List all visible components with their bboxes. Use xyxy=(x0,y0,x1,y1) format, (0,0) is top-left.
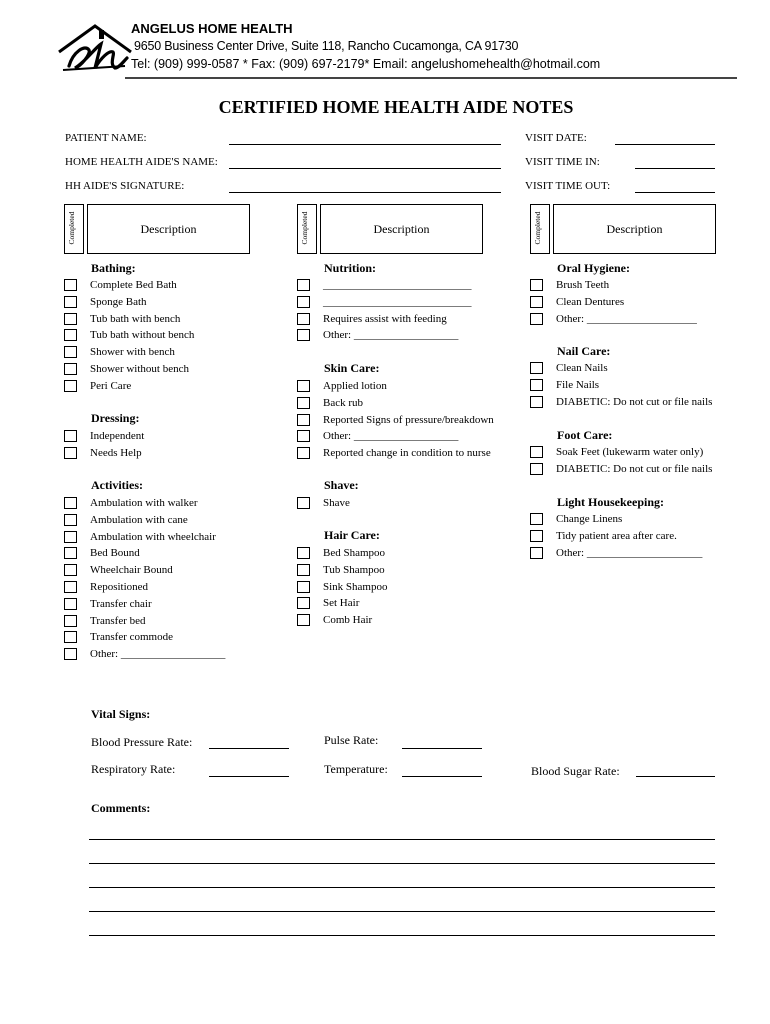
aide-signature-label: HH AIDE'S SIGNATURE: xyxy=(65,180,185,192)
hair-care-item-label: Tub Shampoo xyxy=(323,563,385,576)
bathing-item-label: Sponge Bath xyxy=(90,295,147,308)
activities-item-label: Repositioned xyxy=(90,581,149,593)
comments-title: Comments: xyxy=(91,801,151,815)
visit-time-out-label: VISIT TIME OUT: xyxy=(525,180,611,192)
temperature-label: Temperature: xyxy=(324,762,388,776)
foot-care-title: Foot Care: xyxy=(557,428,613,442)
light-housekeeping-checkbox[interactable] xyxy=(530,513,543,525)
aide-name-field[interactable] xyxy=(229,168,501,169)
comment-line-3[interactable] xyxy=(89,887,715,888)
activities-item-label: Ambulation with walker xyxy=(90,497,198,509)
nail-care-checkbox[interactable] xyxy=(530,379,543,391)
activities-item-label: Other: ___________________ xyxy=(90,648,226,661)
patient-name-field[interactable] xyxy=(229,144,501,145)
comment-line-4[interactable] xyxy=(89,911,715,912)
visit-time-in-label: VISIT TIME IN: xyxy=(525,156,600,168)
activities-checkbox[interactable] xyxy=(64,648,77,660)
skin-care-checkbox[interactable] xyxy=(297,447,310,459)
visit-date-field[interactable] xyxy=(615,144,715,145)
light-housekeeping-checkbox[interactable] xyxy=(530,547,543,559)
hair-care-item-label: Comb Hair xyxy=(323,614,373,627)
nail-care-checkbox[interactable] xyxy=(530,362,543,374)
completed-header-2: Completed xyxy=(300,211,309,245)
bathing-item-label: Tub bath without bench xyxy=(90,329,195,342)
skin-care-checkbox[interactable] xyxy=(297,397,310,409)
activities-checkbox[interactable] xyxy=(64,531,77,543)
respiratory-label: Respiratory Rate: xyxy=(91,762,176,776)
shave-title: Shave: xyxy=(324,478,359,492)
hair-care-checkbox[interactable] xyxy=(297,614,310,626)
light-housekeeping-title: Light Housekeeping: xyxy=(557,495,665,509)
bathing-item-label: Peri Care xyxy=(90,379,132,392)
completed-header-3: Completed xyxy=(533,211,542,245)
blood-sugar-label: Blood Sugar Rate: xyxy=(531,764,620,778)
nail-care-item-label: File Nails xyxy=(556,378,600,391)
comment-line-1[interactable] xyxy=(89,839,715,840)
bathing-checkbox[interactable] xyxy=(64,279,77,291)
header-rule xyxy=(125,77,737,79)
activities-checkbox[interactable] xyxy=(64,497,77,509)
blood-pressure-field[interactable] xyxy=(209,748,289,749)
activities-item-label: Transfer bed xyxy=(90,614,146,627)
skin-care-item-label: Reported Signs of pressure/breakdown xyxy=(323,413,494,426)
nutrition-checkbox[interactable] xyxy=(297,329,310,341)
aide-name-label: HOME HEALTH AIDE'S NAME: xyxy=(65,156,218,168)
nutrition-item-label: ___________________________ xyxy=(323,279,472,291)
vital-signs-title: Vital Signs: xyxy=(91,707,151,721)
nail-care-item-label: DIABETIC: Do not cut or file nails xyxy=(556,395,713,408)
hair-care-checkbox[interactable] xyxy=(297,581,310,593)
company-logo xyxy=(55,22,135,74)
activities-checkbox[interactable] xyxy=(64,547,77,559)
skin-care-checkbox[interactable] xyxy=(297,414,310,426)
activities-checkbox[interactable] xyxy=(64,514,77,526)
company-name: ANGELUS HOME HEALTH xyxy=(131,21,293,36)
respiratory-field[interactable] xyxy=(209,776,289,777)
nutrition-checkbox[interactable] xyxy=(297,296,310,308)
nail-care-item-label: Clean Nails xyxy=(556,362,608,374)
activities-checkbox[interactable] xyxy=(64,615,77,627)
foot-care-item-label: Soak Feet (lukewarm water only) xyxy=(556,446,704,458)
company-address: 9650 Business Center Drive, Suite 118, Rancho Cucamonga, CA 91730 xyxy=(134,39,519,53)
light-housekeeping-item-label: Change Linens xyxy=(556,513,623,525)
bathing-checkbox[interactable] xyxy=(64,346,77,358)
nail-care-title: Nail Care: xyxy=(557,344,611,358)
bathing-title: Bathing: xyxy=(91,261,136,275)
bathing-item-label: Tub bath with bench xyxy=(90,312,181,325)
hair-care-item-label: Set Hair xyxy=(323,597,360,610)
bathing-checkbox[interactable] xyxy=(64,380,77,392)
oral-hygiene-title: Oral Hygiene: xyxy=(557,261,630,275)
nutrition-item-label: Requires assist with feeding xyxy=(323,312,447,325)
blood-pressure-label: Blood Pressure Rate: xyxy=(91,735,193,749)
bathing-checkbox[interactable] xyxy=(64,313,77,325)
foot-care-checkbox[interactable] xyxy=(530,446,543,458)
nutrition-item-label: ___________________________ xyxy=(323,295,472,308)
foot-care-item-label: DIABETIC: Do not cut or file nails xyxy=(556,462,713,475)
activities-item-label: Ambulation with cane xyxy=(90,513,188,526)
visit-time-out-field[interactable] xyxy=(635,192,715,193)
light-housekeeping-checkbox[interactable] xyxy=(530,530,543,542)
nutrition-checkbox[interactable] xyxy=(297,279,310,291)
dressing-title: Dressing: xyxy=(91,411,140,425)
nutrition-checkbox[interactable] xyxy=(297,313,310,325)
activities-item-label: Transfer commode xyxy=(90,631,173,644)
hair-care-title: Hair Care: xyxy=(324,528,380,542)
bathing-item-label: Shower with bench xyxy=(90,346,175,359)
pulse-label: Pulse Rate: xyxy=(324,733,379,747)
shave-item-label: Shave xyxy=(323,497,350,509)
nutrition-item-label: Other: ___________________ xyxy=(323,329,459,342)
dressing-item-label: Independent xyxy=(90,430,145,442)
skin-care-item-label: Other: ___________________ xyxy=(323,430,459,443)
oral-hygiene-checkbox[interactable] xyxy=(530,279,543,291)
blood-sugar-field[interactable] xyxy=(636,776,715,777)
hair-care-item-label: Bed Shampoo xyxy=(323,547,386,559)
skin-care-checkbox[interactable] xyxy=(297,430,310,442)
dressing-item-label: Needs Help xyxy=(90,446,142,459)
dressing-checkbox[interactable] xyxy=(64,430,77,442)
skin-care-title: Skin Care: xyxy=(324,361,380,375)
shave-checkbox[interactable] xyxy=(297,497,310,509)
skin-care-item-label: Back rub xyxy=(323,396,364,409)
hair-care-item-label: Sink Shampoo xyxy=(323,580,388,593)
description-header-3: Description xyxy=(606,222,663,236)
activities-item-label: Ambulation with wheelchair xyxy=(90,530,216,543)
activities-item-label: Bed Bound xyxy=(90,547,140,560)
comment-line-5[interactable] xyxy=(89,935,715,936)
hair-care-checkbox[interactable] xyxy=(297,547,310,559)
skin-care-item-label: Applied lotion xyxy=(323,380,387,392)
oral-hygiene-checkbox[interactable] xyxy=(530,296,543,308)
description-header-2: Description xyxy=(373,222,430,236)
oral-hygiene-item-label: Other: ____________________ xyxy=(556,312,697,325)
nail-care-checkbox[interactable] xyxy=(530,396,543,408)
bathing-checkbox[interactable] xyxy=(64,329,77,341)
hair-care-checkbox[interactable] xyxy=(297,564,310,576)
completed-header-1: Completed xyxy=(67,211,76,245)
company-contact: Tel: (909) 999-0587 * Fax: (909) 697-2179* Email: angelushomehealth@hotmail.com xyxy=(131,57,601,71)
visit-date-label: VISIT DATE: xyxy=(525,132,587,144)
light-housekeeping-item-label: Tidy patient area after care. xyxy=(556,529,677,542)
aide-signature-field[interactable] xyxy=(229,192,501,193)
oral-hygiene-checkbox[interactable] xyxy=(530,313,543,325)
activities-checkbox[interactable] xyxy=(64,564,77,576)
temperature-field[interactable] xyxy=(402,776,482,777)
activities-checkbox[interactable] xyxy=(64,581,77,593)
activities-item-label: Transfer chair xyxy=(90,597,152,610)
skin-care-checkbox[interactable] xyxy=(297,380,310,392)
hair-care-checkbox[interactable] xyxy=(297,597,310,609)
house-monogram-logo-icon xyxy=(55,22,135,74)
visit-time-in-field[interactable] xyxy=(635,168,715,169)
activities-checkbox[interactable] xyxy=(64,631,77,643)
oral-hygiene-item-label: Clean Dentures xyxy=(556,295,625,308)
description-header-1: Description xyxy=(140,222,197,236)
skin-care-item-label: Reported change in condition to nurse xyxy=(323,447,491,460)
oral-hygiene-item-label: Brush Teeth xyxy=(556,279,610,291)
foot-care-checkbox[interactable] xyxy=(530,463,543,475)
activities-item-label: Wheelchair Bound xyxy=(90,564,173,577)
light-housekeeping-item-label: Other: _____________________ xyxy=(556,546,703,559)
activities-checkbox[interactable] xyxy=(64,598,77,610)
page-title: CERTIFIED HOME HEALTH AIDE NOTES xyxy=(218,97,574,117)
patient-name-label: PATIENT NAME: xyxy=(65,132,147,144)
nutrition-title: Nutrition: xyxy=(324,261,376,275)
bathing-checkbox[interactable] xyxy=(64,296,77,308)
bathing-item-label: Shower without bench xyxy=(90,363,189,375)
pulse-field[interactable] xyxy=(402,748,482,749)
dressing-checkbox[interactable] xyxy=(64,447,77,459)
bathing-checkbox[interactable] xyxy=(64,363,77,375)
activities-title: Activities: xyxy=(91,478,143,492)
comment-line-2[interactable] xyxy=(89,863,715,864)
bathing-item-label: Complete Bed Bath xyxy=(90,279,177,291)
